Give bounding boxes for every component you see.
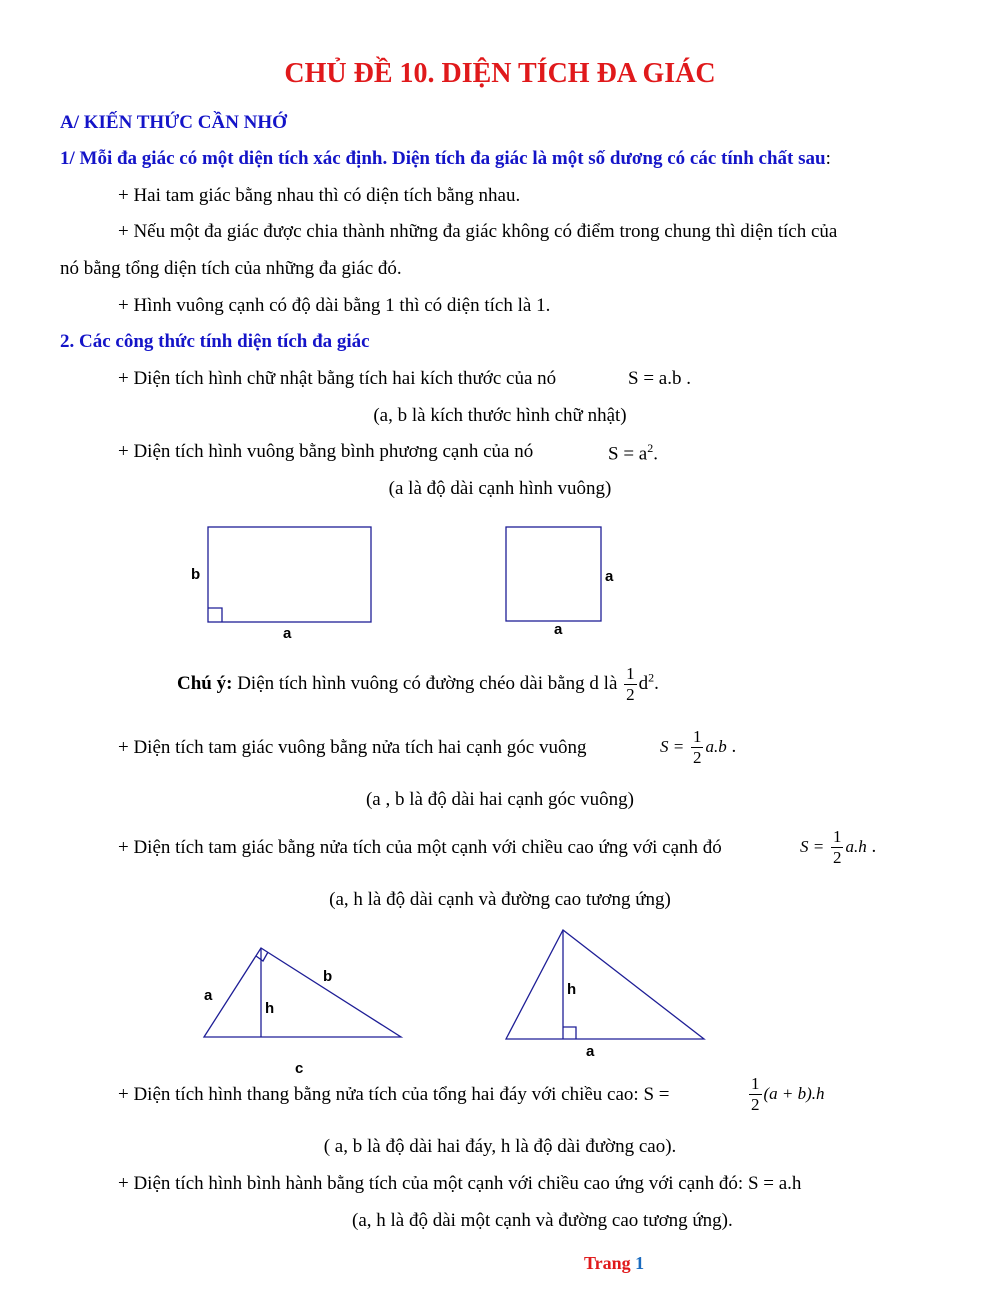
section-1-text: 1/ Mỗi đa giác có một diện tích xác định. Diện tích đa giác là một số dương có các tính chất sau (60, 148, 826, 169)
right-triangle-label-b: b (323, 968, 333, 985)
right-triangle-formula-rhs: a.b (705, 736, 727, 756)
parallelogram-area-text: + Diện tích hình bình hành bằng tích của một cạnh với chiều cao ứng với cạnh đó: S = a.h (118, 1173, 802, 1194)
note-fraction-denominator: 2 (626, 685, 635, 704)
trapezoid-area-text: + Diện tích hình thang bằng nửa tích của tổng hai đáy với chiều cao: S = (118, 1084, 670, 1105)
rectangle-note: (a, b là kích thước hình chữ nhật) (373, 405, 627, 426)
right-triangle-note: (a , b là độ dài hai cạnh góc vuông) (365, 789, 635, 810)
triangle-shape (506, 930, 704, 1039)
square-formula-exponent: 2 (647, 441, 654, 455)
right-triangle-label-c: c (295, 1060, 304, 1077)
triangle-height-mark (563, 1027, 576, 1039)
right-triangle-label-a: a (204, 987, 213, 1004)
square-formula-base: S = a (608, 443, 648, 465)
page-footer (584, 1253, 644, 1274)
triangle-fraction-denominator: 2 (832, 848, 842, 867)
triangle-figure (506, 930, 704, 1039)
rectangle-right-angle-mark (208, 608, 222, 622)
right-triangle-shape (204, 948, 401, 1037)
triangle-area-text: + Diện tích tam giác bằng nửa tích của một cạnh với chiều cao ứng với cạnh đó (118, 837, 722, 858)
note-exponent: 2 (648, 670, 655, 685)
page-number: 1 (635, 1253, 645, 1273)
triangle-label-h: h (567, 981, 577, 998)
property-3: + Hình vuông cạnh có độ dài bằng 1 thì có diện tích là 1. (118, 295, 551, 316)
property-2-line-2: nó bằng tổng diện tích của những đa giác đó. (60, 258, 402, 279)
right-triangle-fraction (691, 727, 704, 768)
right-triangle-figure (204, 948, 401, 1037)
rectangle-label-a: a (283, 625, 292, 642)
note-tail: . (654, 672, 659, 694)
note-fraction-numerator: 1 (626, 664, 635, 683)
footer-label: Trang (584, 1253, 631, 1273)
trapezoid-note: ( a, b là độ dài hai đáy, h là độ dài đường cao). (323, 1136, 677, 1157)
triangle-formula-lhs: S = (800, 836, 825, 856)
note-text: Diện tích hình vuông có đường chéo dài bằng d là (232, 672, 618, 694)
section-2-heading: 2. Các công thức tính diện tích đa giác (60, 331, 370, 352)
rectangle-area-formula: S = a.b . (628, 368, 691, 389)
rectangle-figure (208, 527, 371, 622)
triangle-formula-tail: . (871, 835, 877, 857)
rectangle-shape (208, 527, 371, 622)
rectangle-label-b: b (191, 566, 201, 583)
square-shape (506, 527, 601, 621)
trapezoid-formula (747, 1074, 825, 1115)
property-2-line-1: + Nếu một đa giác được chia thành những đa giác không có điểm trong chung thì diện tích của (118, 221, 838, 242)
note-variable: d (638, 672, 649, 694)
trapezoid-formula-rhs: (a + b).h (763, 1083, 825, 1103)
right-triangle-fraction-denominator: 2 (692, 748, 702, 767)
square-area-text: + Diện tích hình vuông bằng bình phương cạnh của nó (118, 441, 534, 462)
triangle-note: (a, h là độ dài cạnh và đường cao tương ứng) (329, 889, 671, 910)
triangle-fraction-numerator: 1 (832, 827, 842, 846)
square-note: (a là độ dài cạnh hình vuông) (388, 478, 612, 499)
triangle-label-a: a (586, 1043, 595, 1060)
note-fraction (624, 664, 637, 705)
square-formula-tail: . (653, 443, 658, 465)
section-a-heading: A/ KIẾN THỨC CẦN NHỚ (60, 112, 287, 133)
right-triangle-formula-tail: . (731, 735, 737, 757)
right-triangle-fraction-numerator: 1 (692, 727, 702, 746)
right-triangle-label-h: h (265, 1000, 275, 1017)
section-1-colon: : (825, 148, 831, 169)
trapezoid-fraction-denominator: 2 (751, 1095, 760, 1114)
triangle-formula-rhs: a.h (845, 836, 867, 856)
note-label: Chú ý: (177, 672, 233, 694)
trapezoid-fraction-numerator: 1 (751, 1074, 760, 1093)
square-label-bottom: a (554, 621, 563, 638)
square-label-right: a (605, 568, 614, 585)
right-triangle-area-text: + Diện tích tam giác vuông bằng nửa tích hai cạnh góc vuông (118, 737, 587, 758)
triangle-fraction (831, 827, 844, 868)
property-1: + Hai tam giác bằng nhau thì có diện tích bằng nhau. (118, 185, 521, 206)
page-title: CHỦ ĐỀ 10. DIỆN TÍCH ĐA GIÁC (284, 58, 716, 89)
parallelogram-note: (a, h là độ dài một cạnh và đường cao tương ứng). (352, 1210, 733, 1231)
rectangle-area-text: + Diện tích hình chữ nhật bằng tích hai kích thước của nó (118, 368, 557, 389)
note-line (177, 664, 659, 705)
right-triangle-formula-lhs: S = (660, 736, 685, 756)
right-triangle-formula (660, 727, 736, 768)
trapezoid-fraction (749, 1074, 762, 1115)
triangle-formula (800, 827, 876, 868)
